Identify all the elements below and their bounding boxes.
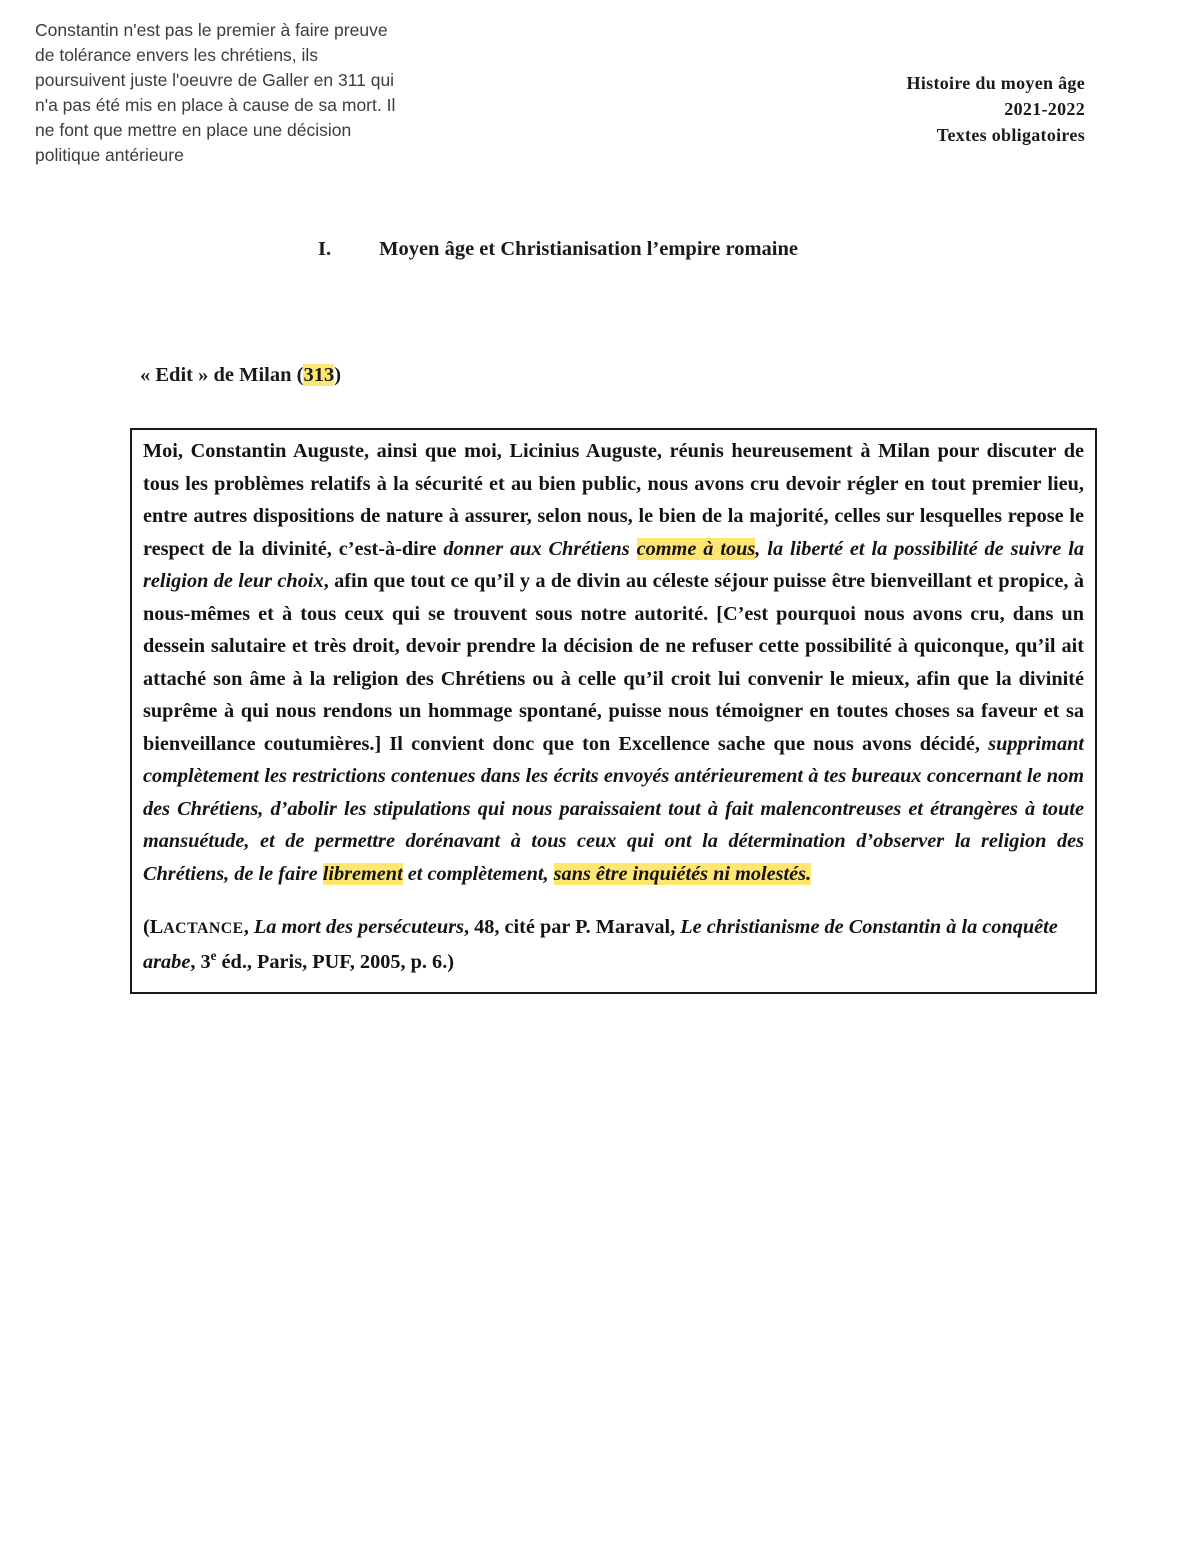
text-segment: , 48, cité par P. Maraval,: [463, 916, 681, 938]
highlighted-text-segment: sans être inquiétés ni molestés.: [553, 862, 812, 885]
text-segment: Moi, Constantin Auguste, ainsi que moi, Licinius Auguste, réunis heureusement à Milan pour discuter de tous les problèmes relatifs à la sécurité et au bien public, nous avons cru devoir régler en tout premier lieu, entre autres dispositions de nature à assurer, selon nous, le bien de la majorité, celles sur lesquelles repose le respect de la divinité, c’est-à-dire: [143, 440, 1084, 560]
edict-text-box: [130, 428, 1097, 994]
text-segment: supprimant complètement les restrictions contenues dans les écrits envoyés antérieurement à tes bureaux concernant le nom des Chrétiens, d’abolir les stipulations qui nous paraissaient tout à fait malencontreuses et étrangères à toute mansuétude, et de permettre dorénavant à tous ceux qui ont la détermination d’observer la religion des Chrétiens, de le faire: [143, 732, 1084, 885]
edict-subheading-year-highlight: 313: [303, 364, 335, 386]
highlighted-text-segment: librement: [322, 862, 403, 885]
text-segment: ,: [243, 916, 254, 938]
edict-subheading-prefix: « Edit » de Milan (: [140, 364, 304, 386]
text-segment: donner aux Chrétiens: [443, 537, 637, 560]
text-segment: ACTANCE: [163, 920, 244, 937]
text-segment: , afin que tout ce qu’il y a de divin au céleste séjour puisse être bienveillant et propice, à nous-mêmes et à tous ceux qui se trouvent sous notre autorité. [C’est pourquoi nous avons cru, dans un dessein salutaire et très droit, devoir prendre la décision de ne refuser cette possibilité à quiconque, qu’il ait attaché son âme à la religion des Chrétiens ou à celle qu’il croit lui convenir le mieux, afin que la divinité suprême à qui nous rendons un hommage spontané, puisse nous témoigner en toutes choses sa faveur et sa bienveillance coutumières.] Il convient donc que ton Excellence sache que nous avons décidé,: [143, 570, 1084, 755]
highlighted-text-segment: comme à tous: [636, 537, 756, 560]
course-header-line-year: 2021-2022: [1004, 99, 1085, 119]
edict-subheading-suffix: ): [334, 364, 342, 386]
section-heading-numeral: I.: [318, 238, 332, 260]
course-header-line-subtitle: Textes obligatoires: [936, 125, 1085, 145]
section-heading: [318, 238, 798, 261]
text-segment: , la liberté et la possibilité de suivre la religion de leur choix: [143, 537, 1085, 592]
text-segment: , 3: [190, 950, 211, 973]
course-header-line-title: Histoire du moyen âge: [906, 73, 1085, 93]
text-segment: et complètement,: [402, 862, 554, 885]
text-segment: éd., Paris, PUF, 2005, p. 6.): [216, 950, 455, 973]
text-segment: La mort des persécuteurs: [253, 916, 464, 938]
text-segment: (L: [143, 916, 164, 938]
course-header: [907, 70, 1085, 148]
citation-paragraph: [143, 911, 1084, 978]
text-segment: Le christianisme de Constantin à la conquête arabe: [143, 916, 1058, 973]
edict-paragraph: [143, 435, 1084, 890]
margin-annotation-note: Constantin n'est pas le premier à faire preuve de tolérance envers les chrétiens, ils poursuivent juste l'oeuvre de Galler en 311 qui n'a pas été mis en place à cause de sa mort. Il ne font que mettre en place une décision politique antérieure: [35, 20, 396, 165]
edict-subheading: [140, 364, 341, 387]
section-heading-title: Moyen âge et Christianisation l’empire romaine: [379, 238, 798, 260]
text-segment: e: [210, 947, 217, 963]
